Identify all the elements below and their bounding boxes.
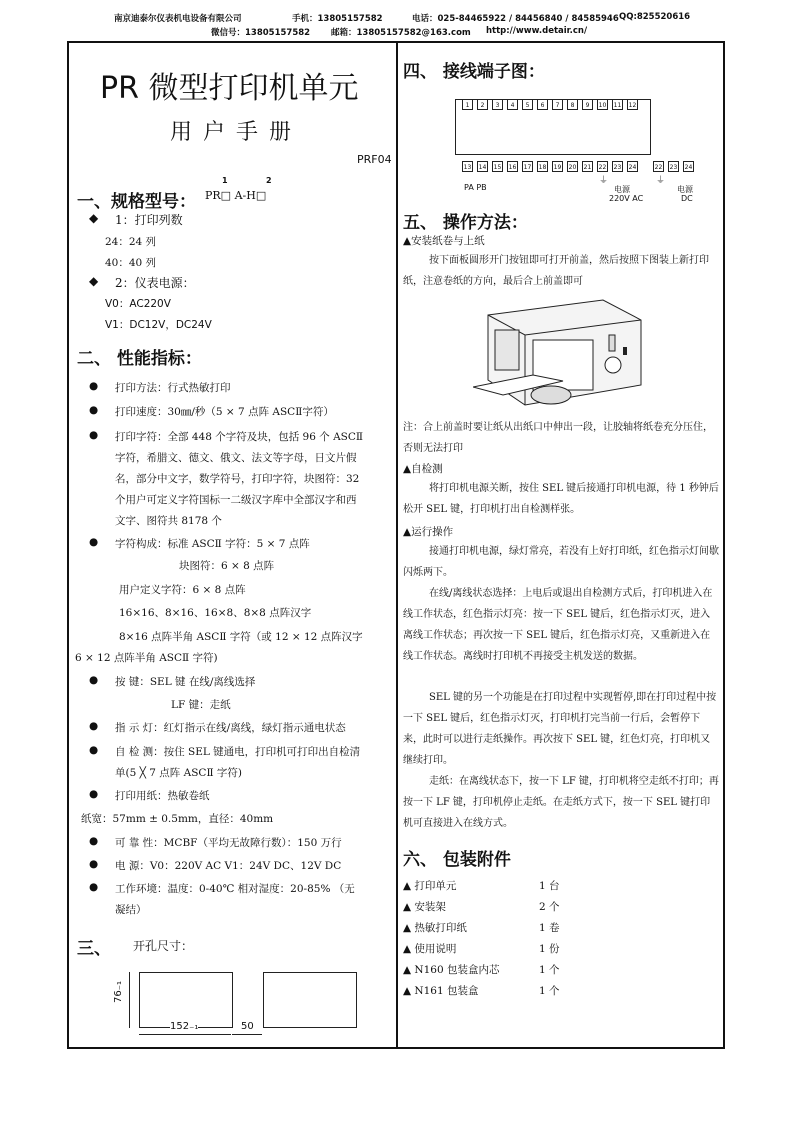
terminal-label-ac: 220V AC [609,194,644,203]
spec-line: 按 键：SEL 键 在线/离线选择 [115,676,256,688]
spec-line: 字符构成：标准 ASCⅡ 字符：5 × 7 点阵 [115,538,310,550]
spec-line: 电 源：V0：220V AC V1：24V DC、12V DC [115,860,342,872]
bullet-icon: ● [89,881,99,893]
terminal: 22 [653,161,664,172]
bullet-icon: ● [89,788,99,800]
terminal: 10 [597,99,608,110]
terminal: 2 [477,99,488,110]
spec-line: 凝结） [115,904,147,916]
ground-icon: ⏚ [599,176,609,186]
package-item-name: ▲ 热敏打印纸 [403,922,467,934]
package-item-qty: 1 份 [539,943,560,955]
package-item-name: ▲ 使用说明 [403,943,457,955]
sec5-heading: 五、 操作方法： [403,213,528,233]
spec-line: 8×16 点阵半角 ASCⅡ 字符（或 12 × 12 点阵汉字 [119,631,363,643]
package-item-name: ▲ N160 包装盒内芯 [403,964,500,976]
bullet-icon: ● [89,536,99,548]
terminal: 15 [492,161,503,172]
install-note: 注：合上前盖时要让纸从出纸口中伸出一段，让胶轴将纸卷充分压住，否则无法打印 [403,422,713,454]
spec-line: 可 靠 性：MCBF（平均无故障行数）：150 万行 [115,837,342,849]
bullet-icon: ● [89,720,99,732]
spec-line: 单(5 ╳ 7 点阵 ASCⅡ 字符) [115,767,243,779]
model-sup-1: 1 [222,176,228,185]
item2-option-2: V1：DC12V，DC24V [105,319,212,331]
terminal: 19 [552,161,563,172]
terminal-label-papb: PA PB [464,183,487,192]
cutout-box-2 [263,972,357,1028]
doc-title: PR 微型打印机单元 [100,71,359,106]
sec6-heading: 六、 包装附件 [403,850,511,870]
dim-gap-label: 50 [241,1021,254,1032]
bullet-icon: ● [89,835,99,847]
terminal: 6 [537,99,548,110]
sec4-heading: 四、 接线端子图： [403,62,545,82]
manual-frame [67,41,725,1049]
bullet-icon: ● [89,380,99,392]
terminal: 22 [597,161,608,172]
spec-line: 块图符：6 × 8 点阵 [179,560,275,572]
package-item-qty: 1 个 [539,985,560,997]
terminal: 24 [627,161,638,172]
terminal: 20 [567,161,578,172]
s3-title: ▲运行操作 [403,526,454,538]
item1-option-2: 40：40 列 [105,257,157,269]
dim-height-label: 76₋₁ [113,980,124,1003]
terminal: 17 [522,161,533,172]
terminal: 3 [492,99,503,110]
bullet-icon: ● [89,429,99,441]
spec-line: 个用户可定义字符国标一二级汉字库中全部汉字和西 [115,494,357,506]
terminal: 13 [462,161,473,172]
dim-gap-line [232,1034,262,1035]
terminal: 12 [627,99,638,110]
bullet-icon: ● [89,744,99,756]
package-item-qty: 2 个 [539,901,560,913]
bullet-icon: ● [89,674,99,686]
terminal-label-power-2: 电源 [677,185,693,194]
model-sup-2: 2 [266,176,272,185]
dim-line-vertical [129,972,130,1028]
website-link[interactable]: http://www.detair.cn/ [486,26,588,36]
model-code: PR□ A-H□ [205,189,267,202]
terminal: 8 [567,99,578,110]
qq-number: QQ:825520616 [619,12,691,22]
spec-line: 打印速度：30㎜/秒（5 × 7 点阵 ASCⅡ字符） [115,406,334,418]
package-item-qty: 1 卷 [539,922,560,934]
spec-line: 字符，希腊文、德文、俄文、法文等字母，日文片假 [115,452,357,464]
terminal: 5 [522,99,533,110]
terminal: 7 [552,99,563,110]
mobile-number: 手机：13805157582 [292,14,383,24]
terminal: 11 [612,99,623,110]
dim-width-label: 152₋₁ [170,1021,199,1032]
package-item-name: ▲ 打印单元 [403,880,457,892]
spec-line: 纸宽：57mm ± 0.5mm，直径：40mm [81,813,274,825]
spec-line: 工作环境：温度：0-40℃ 相对湿度：20-85% （无 [115,883,355,895]
package-item-qty: 1 台 [539,880,560,892]
item2-option-1: V0：AC220V [105,298,171,310]
terminal: 21 [582,161,593,172]
diamond-bullet-icon: ◆ [89,274,99,288]
terminal: 23 [668,161,679,172]
telephone-numbers: 电话：025-84465922 / 84456840 / 84585946 [412,14,619,24]
dim-line-horizontal [139,1034,231,1035]
doc-code: PRF04 [357,153,392,166]
terminal: 1 [462,99,473,110]
item1-option-1: 24：24 列 [105,236,157,248]
terminal: 16 [507,161,518,172]
email-address: 邮箱：13805157582@163.com [331,28,471,38]
spec-line: 16×16、8×16、16×8、8×8 点阵汉字 [119,607,312,619]
terminal-label-power: 电源 [614,185,630,194]
sec3-label: 开孔尺寸： [133,939,194,953]
terminal: 18 [537,161,548,172]
spec-line: 打印方法：行式热敏打印 [115,382,231,394]
s1-text: 按下面板圆形开门按钮即可打开前盖，然后按照下图装上新打印纸，注意卷纸的方向，最后合上前盖即可 [403,255,709,287]
spec-line: 用户定义字符：6 × 8 点阵 [119,584,246,596]
sec2-heading: 二、 性能指标： [77,349,202,369]
spec-line: 打印用纸：热敏卷纸 [115,790,210,802]
s3-para-2: 在线/离线状态选择：上电后或退出自检测方式后，打印机进入在线工作状态，红色指示灯亮：按一下 SEL 键后，红色指示灯灭，进入离线工作状态；再次按一下 SEL 键后，红色指示灯亮，又重新进入在线工作状态。离线时打印机不再接受主机发送的数据。 [403,588,713,662]
spec-line: 指 示 灯：红灯指示在线/离线，绿灯指示通电状态 [115,722,346,734]
sec3-heading: 三、 [77,939,111,959]
terminal: 14 [477,161,488,172]
sec1-heading: 一、规格型号： [77,192,196,212]
column-divider [396,43,398,1047]
package-item-name: ▲ N161 包装盒 [403,985,479,997]
terminal-label-dc: DC [681,194,693,203]
spec-line: 自 检 测：按住 SEL 键通电，打印机可打印出自检清 [115,746,361,758]
bullet-icon: ● [89,404,99,416]
terminal: 9 [582,99,593,110]
terminal: 23 [612,161,623,172]
spec-line: 6 × 12 点阵半角 ASCⅡ 字符) [75,652,218,664]
s3-para-1: 接通打印机电源，绿灯常亮，若没有上好打印纸，红色指示灯间歇闪烁两下。 [403,546,719,578]
s3-para-3: SEL 键的另一个功能是在打印过程中实现暂停,即在打印过程中按一下 SEL 键后，红色指示灯灭，打印机打完当前一行后，会暂停下来，此时可以进行走纸操作。再次按下 SEL 键，红色灯亮，打印机又继续打印。 [403,692,717,766]
cutout-box [139,972,233,1028]
s1-title: ▲安装纸卷与上纸 [403,235,485,247]
doc-subtitle: 用 户 手 册 [170,120,293,145]
printer-illustration-icon [473,295,643,413]
s2-title: ▲自检测 [403,463,443,475]
diamond-bullet-icon: ◆ [89,211,99,225]
terminal: 4 [507,99,518,110]
item1-label: 1：打印列数 [115,213,183,227]
terminal: 24 [683,161,694,172]
s3-para-4: 走纸：在离线状态下，按一下 LF 键，打印机将空走纸不打印；再按一下 LF 键，打印机停止走纸。在走纸方式下，按一下 SEL 键打印机可直接进入在线方式。 [403,776,719,829]
bullet-icon: ● [89,858,99,870]
package-item-name: ▲ 安装架 [403,901,446,913]
ground-icon-2: ⏚ [656,176,666,186]
company-name: 南京迪泰尔仪表机电设备有限公司 [114,14,242,24]
package-item-qty: 1 个 [539,964,560,976]
spec-line: 名，部分中文字，数学符号，打印字符，块图符：32 [115,473,360,485]
item2-label: 2：仪表电源： [115,276,195,290]
spec-line: 打印字符：全部 448 个字符及块，包括 96 个 ASCⅡ [115,431,364,443]
spec-line: 文字、图符共 8178 个 [115,515,222,527]
wechat-id: 微信号：13805157582 [211,28,311,38]
spec-line: LF 键：走纸 [171,699,231,711]
s2-text: 将打印机电源关断，按住 SEL 键后接通打印机电源，待 1 秒钟后松开 SEL 键，打印机打出自检测样张。 [403,483,719,515]
